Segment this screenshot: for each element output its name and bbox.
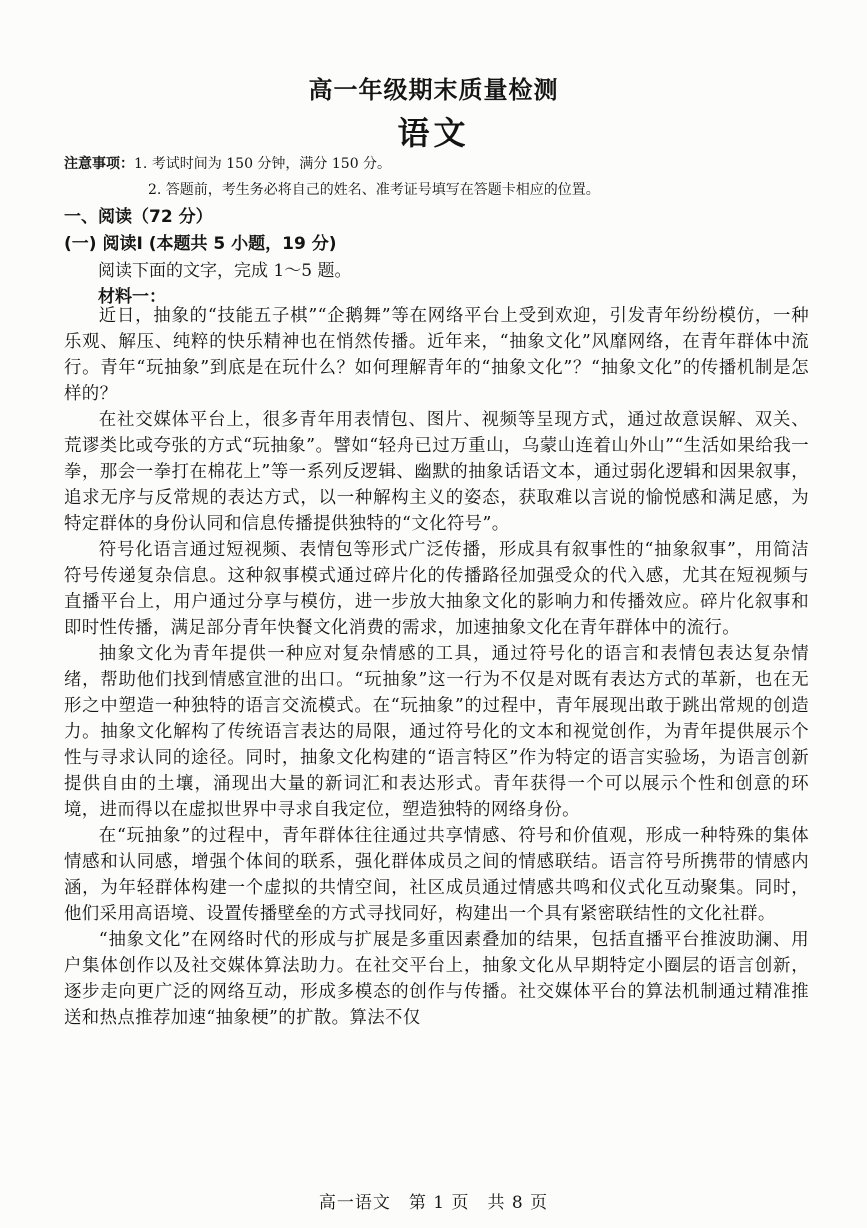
exam-title: 高一年级期末质量检测 — [308, 76, 559, 104]
section-heading-reading: 一、阅读（72 分） — [64, 207, 213, 227]
paragraph: 抽象文化为青年提供一种应对复杂情感的工具，通过符号化的语言和表情包表达复杂情绪，帮助他们找到情感宣泄的出口。“玩抽象”这一行为不仅是对既有表达方式的革新，也在无形之中塑造一种独特的语言交流模式。在“玩抽象”的过程中，青年展现出敢于跳出常规的创造力。抽象文化解构了传统语言表达的局限，通过符号化的文本和视觉创作，为青年提供展示个性与寻求认同的途径。同时，抽象文化构建的“语言特区”作为特定的语言实验场，为语言创新提供自由的土壤，涌现出大量的新词汇和表达形式。青年获得一个可以展示个性和创意的环境，进而得以在虚拟世界中寻求自我定位，塑造独特的网络身份。 — [64, 644, 809, 820]
note-line-2 — [64, 177, 824, 203]
note-item-2: 2. 答题前，考生务必将自己的姓名、准考证号填写在答题卡相应的位置。 — [148, 182, 600, 198]
reading-passage — [64, 303, 809, 1031]
exam-notes — [64, 151, 824, 203]
paragraph: 在社交媒体平台上，很多青年用表情包、图片、视频等呈现方式，通过故意误解、双关、荒谬类比或夸张的方式“玩抽象”。譬如“轻舟已过万重山，乌蒙山连着山外山”“生活如果给我一拳，那会一拳打在棉花上”等一系列反逻辑、幽默的抽象话语文本，通过弱化逻辑和因果叙事，追求无序与反常规的表达方式，以一种解构主义的姿态，获取难以言说的愉悦感和满足感，为特定群体的身份认同和信息传播提供独特的“文化符号”。 — [64, 410, 809, 534]
subsection-heading-reading-1: (一) 阅读Ⅰ (本题共 5 小题，19 分) — [64, 234, 337, 254]
reading-instruction: 阅读下面的文字，完成 1～5 题。 — [98, 261, 352, 281]
note-item-1: 1. 考试时间为 150 分钟，满分 150 分。 — [134, 156, 392, 172]
paragraph: “抽象文化”在网络时代的形成与扩展是多重因素叠加的结果，包括直播平台推波助澜、用户集体创作以及社交媒体算法助力。在社交平台上，抽象文化从早期特定小圈层的语言创新，逐步走向更广泛的网络互动，形成多模态的创作与传播。社交媒体平台的算法机制通过精准推送和热点推荐加速“抽象梗”的扩散。算法不仅 — [64, 930, 809, 1028]
paragraph: 近日，抽象的“技能五子棋”“企鹅舞”等在网络平台上受到欢迎，引发青年纷纷模仿，一种乐观、解压、纯粹的快乐精神也在悄然传播。近年来，“抽象文化”风靡网络，在青年群体中流行。青年“玩抽象”到底是在玩什么？如何理解青年的“抽象文化”？“抽象文化”的传播机制是怎样的？ — [64, 306, 809, 404]
paragraph: 符号化语言通过短视频、表情包等形式广泛传播，形成具有叙事性的“抽象叙事”，用简洁符号传递复杂信息。这种叙事模式通过碎片化的传播路径加强受众的代入感，尤其在短视频与直播平台上，用户通过分享与模仿，进一步放大抽象文化的影响力和传播效应。碎片化叙事和即时性传播，满足部分青年快餐文化消费的需求，加速抽象文化在青年群体中的流行。 — [64, 540, 809, 638]
paragraph: 在“玩抽象”的过程中，青年群体往往通过共享情感、符号和价值观，形成一种特殊的集体情感和认同感，增强个体间的联系，强化群体成员之间的情感联结。语言符号所携带的情感内涵，为年轻群体构建一个虚拟的共情空间，社区成员通过情感共鸣和仪式化互动聚集。同时，他们采用高语境、设置传播壁垒的方式寻找同好，构建出一个具有紧密联结性的文化社群。 — [64, 826, 809, 924]
note-line-1 — [64, 151, 824, 177]
notes-label: 注意事项： — [64, 156, 134, 172]
subject-title: 语文 — [397, 114, 470, 152]
material-label: 材料一： — [98, 287, 166, 307]
page-footer: 高一语文 第 1 页 共 8 页 — [318, 1193, 549, 1213]
